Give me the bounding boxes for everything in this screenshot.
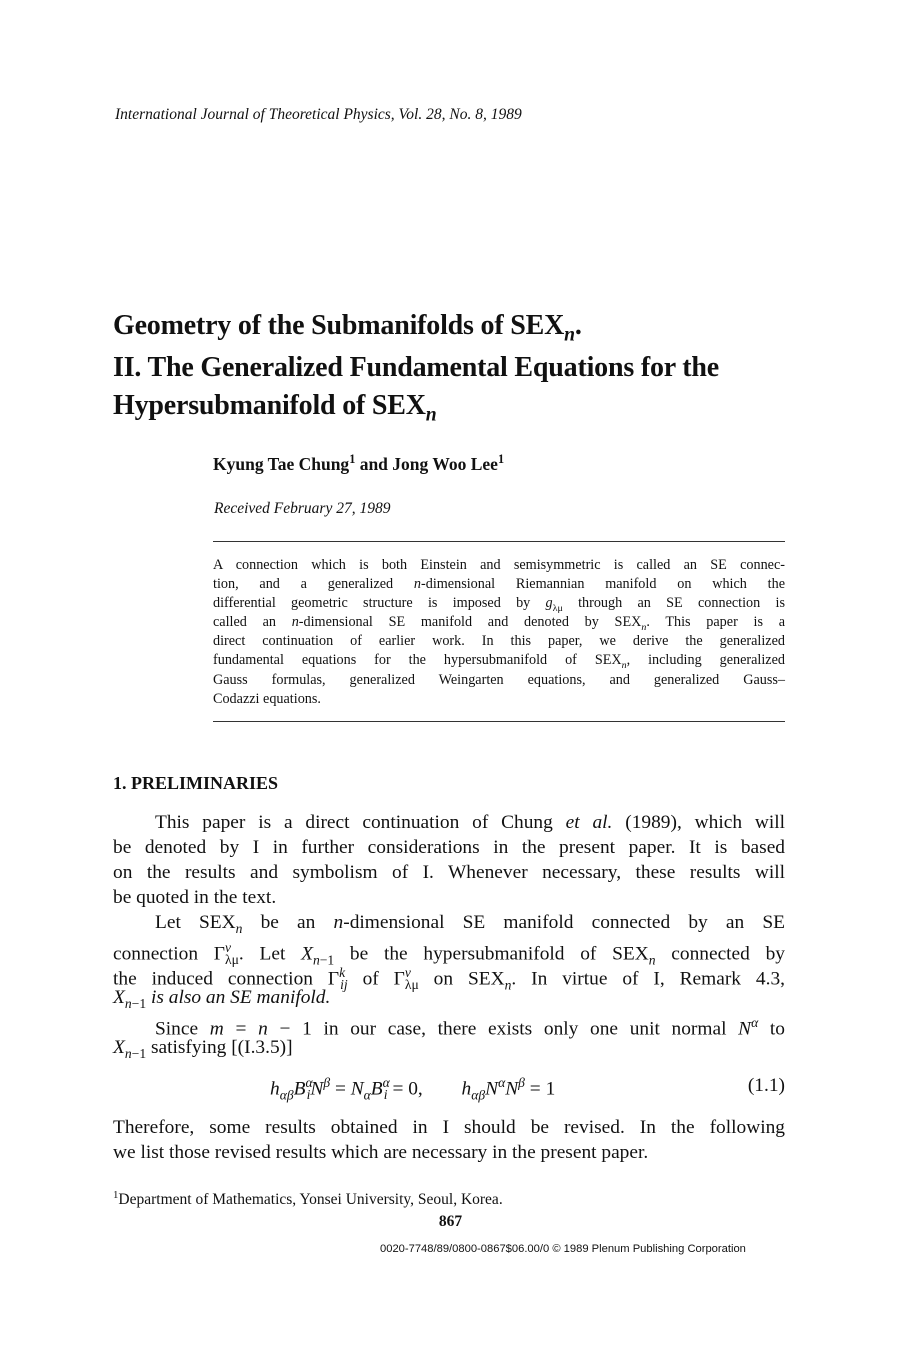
text-line: Since m = n − 1 in our case, there exists only one unit normal $N^\alpha$ to [155, 1015, 785, 1040]
equation-number: (1.1) [747, 1075, 785, 1096]
abstract-line: A connection which is both Einstein and semisymmetric is called an SE connec- [213, 557, 785, 573]
copyright-line: 0020-7748/89/0800-0867$06.00/0 © 1989 Plenum Publishing Corporation [380, 1243, 746, 1255]
title-line-3: Hypersubmanifold of $SEX_n$ [113, 390, 437, 426]
text-line: on the results and symbolism of I. Whenever necessary, these results will [113, 862, 785, 883]
abstract-line: fundamental equations for the hypersubmanifold of $SEX_n$, including generalized [213, 652, 785, 672]
author-1: Kyung Tae Chung [213, 453, 350, 474]
abstract-line: called an n-dimensional SE manifold and denoted by $SEX_n$. This paper is a [213, 614, 785, 634]
paragraph-3 [113, 1010, 785, 1060]
paper-title [113, 307, 813, 430]
paragraph-2 [113, 910, 785, 1010]
abstract-line: differential geometric structure is imposed by $g_{\lambda\mu}$ through an SE connection is [213, 595, 785, 615]
page-number: 867 [438, 1213, 463, 1230]
abstract-line: tion, and a generalized n-dimensional Riemannian manifold on which the [213, 576, 785, 593]
title-line-2: II. The Generalized Fundamental Equations for the [113, 352, 719, 384]
text-line: the induced connection $\Gamma^k_{ij}$ of $\Gamma^\nu_{\lambda\mu}$ on $SEX_n$. In virtue of I, Remark 4.3, [113, 965, 785, 993]
title-line-1: Geometry of the Submanifolds of $SEX_n$. [113, 310, 582, 346]
section-heading: 1. PRELIMINARIES [113, 773, 279, 793]
footnote: $^1$Department of Mathematics, Yonsei University, Seoul, Korea. [113, 1189, 503, 1209]
paragraph-1 [113, 810, 785, 910]
abstract-line: direct continuation of earlier work. In this paper, we derive the generalized [213, 633, 785, 650]
abstract-bottom-rule [213, 721, 785, 722]
text-line: $X_{n-1}$ is also an SE manifold. [113, 987, 331, 1011]
received-date: Received February 27, 1989 [214, 500, 391, 517]
equation-body: $h_{\alpha\beta}B^\alpha_iN^\beta = N_\alpha B^\alpha_i = 0$, $h_{\alpha\beta}N^\alpha N^\beta = 1$ [270, 1075, 556, 1103]
journal-header: International Journal of Theoretical Physics, Vol. 28, No. 8, 1989 [115, 106, 522, 123]
text-line: $X_{n-1}$ satisfying [(I.3.5)] [113, 1037, 293, 1061]
text-line: Let $SEX_n$ be an n-dimensional SE manifold connected by an SE [155, 912, 785, 936]
text-line: be quoted in the text. [113, 887, 277, 908]
paragraph-4 [113, 1115, 785, 1165]
authors: Kyung Tae Chung$^1$ and Jong Woo Lee$^1$ [213, 452, 505, 474]
abstract-line: Codazzi equations. [213, 690, 321, 707]
text-line: Therefore, some results obtained in I should be revised. In the following [113, 1117, 785, 1138]
author-2: Jong Woo Lee [392, 453, 498, 474]
text-line: connection $\Gamma^\nu_{\lambda\mu}$. Let $X_{n-1}$ be the hypersubmanifold of $SEX_n$ connected by [113, 940, 785, 968]
text-line: be denoted by I in further considerations in the present paper. It is based [113, 837, 785, 858]
abstract-line: Gauss formulas, generalized Weingarten equations, and generalized Gauss– [213, 671, 785, 688]
text-line: This paper is a direct continuation of Chung et al. (1989), which will [155, 812, 786, 833]
abstract-top-rule [213, 541, 785, 542]
abstract [213, 556, 785, 709]
text-line: we list those revised results which are necessary in the present paper. [113, 1142, 649, 1163]
